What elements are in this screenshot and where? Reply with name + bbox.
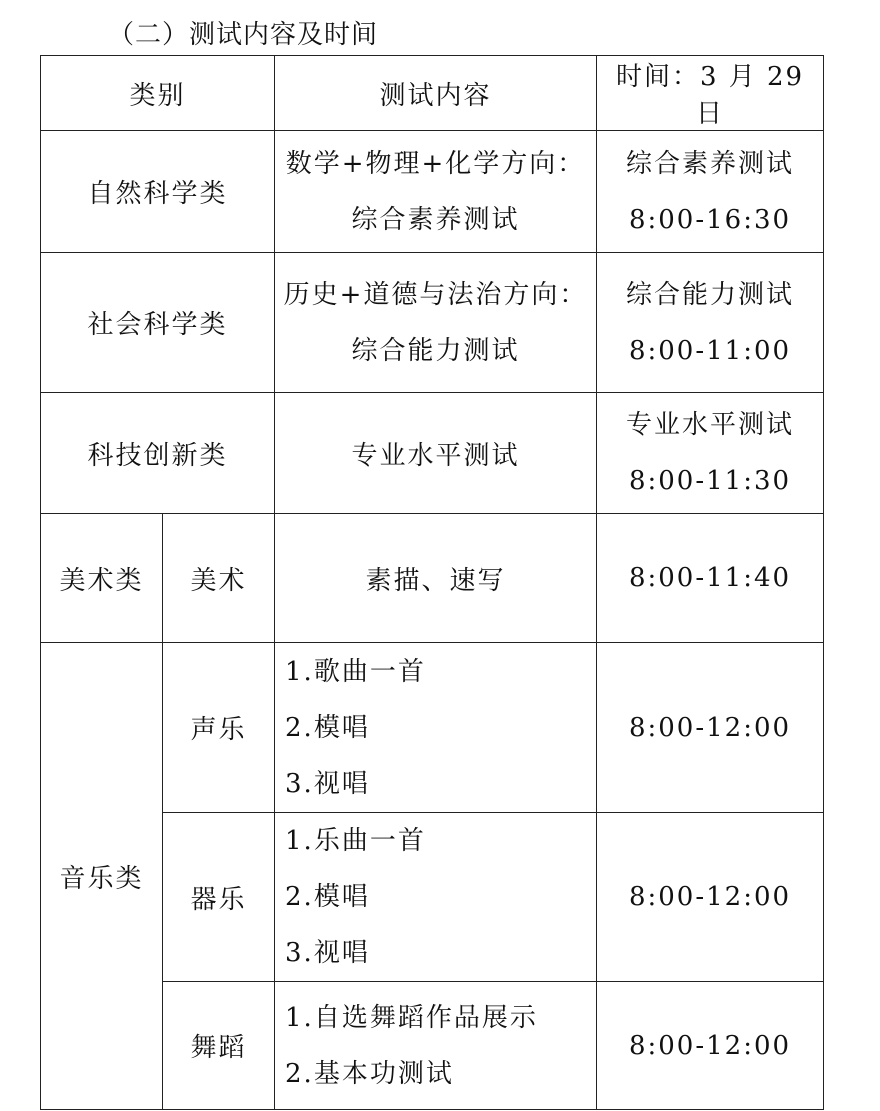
category-cell: 自然科学类 — [41, 131, 275, 253]
section-title: （二）测试内容及时间 — [108, 20, 379, 50]
table-row — [41, 253, 824, 393]
category-cell: 社会科学类 — [41, 253, 275, 393]
time-cell: 8:00-12:00 — [597, 643, 824, 813]
content-cell — [275, 131, 597, 253]
table-row — [41, 131, 824, 253]
content-cell — [275, 982, 597, 1110]
subcategory-cell: 美术 — [163, 514, 275, 643]
category-cell: 科技创新类 — [41, 393, 275, 514]
content-cell: 素描、速写 — [275, 514, 597, 643]
content-line: 1.乐曲一首 — [285, 826, 426, 856]
content-line: 2.模唱 — [285, 882, 370, 912]
category-cell: 音乐类 — [41, 643, 163, 1110]
content-line: 3.视唱 — [285, 938, 370, 968]
time-cell — [597, 253, 824, 393]
content-line: 综合能力测试 — [351, 335, 520, 366]
header-content: 测试内容 — [275, 56, 597, 131]
time-line: 综合能力测试 — [626, 279, 795, 310]
time-cell: 8:00-11:40 — [597, 514, 824, 643]
table-row — [41, 514, 824, 643]
content-line: 2.基本功测试 — [285, 1058, 454, 1089]
time-line: 8:00-11:00 — [628, 335, 792, 366]
subcategory-cell: 声乐 — [163, 643, 275, 813]
header-time: 时间：3 月 29 日 — [597, 56, 824, 131]
schedule-table — [40, 55, 824, 1110]
subcategory-cell: 舞蹈 — [163, 982, 275, 1110]
content-cell — [275, 643, 597, 813]
time-cell — [597, 393, 824, 514]
table-header-row — [41, 56, 824, 131]
content-line: 历史+道德与法治方向： — [283, 279, 588, 310]
content-cell — [275, 813, 597, 982]
time-line: 综合素养测试 — [626, 148, 795, 179]
content-cell — [275, 253, 597, 393]
subcategory-cell: 器乐 — [163, 813, 275, 982]
time-line: 专业水平测试 — [626, 410, 795, 440]
table-row — [41, 393, 824, 514]
header-category: 类别 — [41, 56, 275, 131]
table-row — [41, 643, 824, 813]
content-line: 1.歌曲一首 — [285, 656, 426, 687]
category-cell: 美术类 — [41, 514, 163, 643]
content-line: 1.自选舞蹈作品展示 — [285, 1002, 538, 1033]
content-cell: 专业水平测试 — [275, 393, 597, 514]
content-line: 数学+物理+化学方向： — [285, 148, 586, 179]
time-line: 8:00-16:30 — [628, 204, 792, 235]
time-cell: 8:00-12:00 — [597, 813, 824, 982]
time-cell — [597, 131, 824, 253]
content-line: 综合素养测试 — [351, 204, 520, 235]
content-line: 2.模唱 — [285, 712, 370, 743]
time-cell: 8:00-12:00 — [597, 982, 824, 1110]
content-line: 3.视唱 — [285, 768, 370, 799]
time-line: 8:00-11:30 — [628, 466, 792, 496]
